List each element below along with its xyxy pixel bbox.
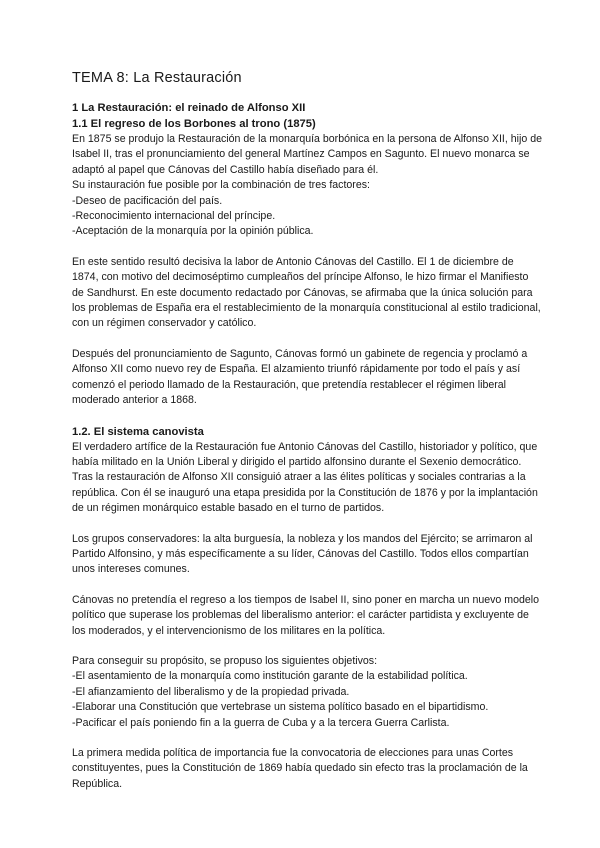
paragraph: La primera medida política de importancia fue la convocatoria de elecciones para unas Cortes constituyentes, pues la Constitución de 1869 había quedado sin efecto tras la proclamación de la República. [72,747,528,790]
list-item: -Aceptación de la monarquía por la opinión pública. [72,225,314,238]
objectives-list [72,669,542,731]
document-page [72,70,542,792]
list-item: -Elaborar una Constitución que vertebrase un sistema político basado en el bipartidismo. [72,701,489,714]
list-item: -El afianzamiento del liberalismo y de la propiedad privada. [72,685,350,698]
paragraph: Después del pronunciamiento de Sagunto, Cánovas formó un gabinete de regencia y proclamó a Alfonso XII como nuevo rey de España. El alzamiento triunfó rápidamente por todo el país y así comenzó el periodo llamado de la Restauración, que pretendía restablecer el régimen liberal moderado anterior a 1868. [72,347,528,407]
list-item: -Reconocimiento internacional del príncipe. [72,210,276,223]
objectives-intro: Para conseguir su propósito, se propuso los siguientes objetivos: [72,654,378,667]
section-1-heading: 1 La Restauración: el reinado de Alfonso XII [72,102,306,114]
list-item: -Deseo de pacificación del país. [72,194,223,207]
list-item: -El asentamiento de la monarquía como institución garante de la estabilidad política. [72,670,468,683]
paragraph: En 1875 se produjo la Restauración de la monarquía borbónica en la persona de Alfonso XII, hijo de Isabel II, tras el pronunciamiento del general Martínez Campos en Sagunto. El nuevo monarca se adaptó al papel que Cánovas del Castillo había diseñado para él. [72,133,542,176]
paragraph: Los grupos conservadores: la alta burguesía, la nobleza y los mandos del Ejército; se arrimaron al Partido Alfonsino, y más específicamente a su líder, Cánovas del Castillo. Todos ellos compartían unos intereses comunes. [72,532,533,576]
factors-intro: Su instauración fue posible por la combinación de tres factores: [72,179,370,192]
document-title: TEMA 8: La Restauración [72,70,242,86]
paragraph: El verdadero artífice de la Restauración fue Antonio Cánovas del Castillo, historiador y político, que había militado en la Unión Liberal y dirigido el partido alfonsino durante el Sexenio democrático. Tras la restauración de Alfonso XII consiguió atraer a las élites políticas y sociales contrarias a la república. Con él se inauguró una etapa presidida por la Constitución de 1876 y por la implantación de un régimen monárquico estable basado en el turno de partidos. [72,440,538,515]
list-item: -Pacificar el país poniendo fin a la guerra de Cuba y a la tercera Guerra Carlista. [72,716,450,729]
section-1-2-heading: 1.2. El sistema canovista [72,425,204,438]
paragraph: Cánovas no pretendía el regreso a los tiempos de Isabel II, sino poner en marcha un nuevo modelo político que superase los problemas del liberalismo anterior: el carácter partidista y excluyente de los moderados, y el intervencionismo de los militares en la política. [72,593,539,637]
paragraph: En este sentido resultó decisiva la labor de Antonio Cánovas del Castillo. El 1 de diciembre de 1874, con motivo del decimoséptimo cumpleaños del príncipe Alfonso, le hizo firmar el Manifiesto de Sandhurst. En este documento redactado por Cánovas, se afirmaba que la única solución para los problemas de España era el restablecimiento de la monarquía constitucional al estilo tradicional, con un régimen conservador y católico. [72,255,541,330]
factors-list [72,194,542,240]
section-1-1-heading: 1.1 El regreso de los Borbones al trono (1875) [72,118,316,130]
